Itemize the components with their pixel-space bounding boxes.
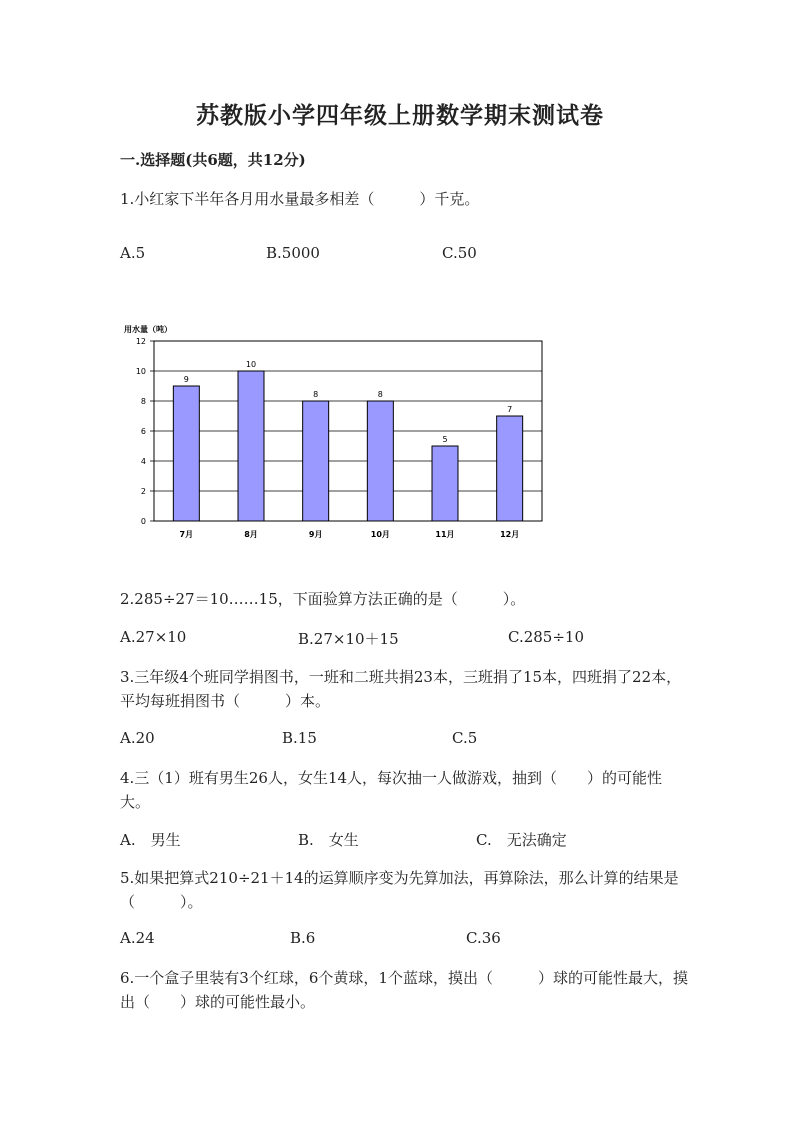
- y-tick-label: 0: [140, 517, 146, 526]
- chart-ylabel: 用水量（吨）: [124, 325, 172, 334]
- question-2-option-c[interactable]: C.285÷10: [508, 628, 584, 646]
- y-tick-label: 4: [140, 457, 146, 466]
- bar: [367, 401, 393, 521]
- bar: [497, 416, 523, 521]
- y-tick-label: 6: [140, 427, 146, 436]
- question-2-option-b[interactable]: B.27×10＋15: [298, 630, 399, 648]
- question-6: 6.一个盒子里装有3个红球，6个黄球，1个蓝球，摸出（ ）球的可能性最大，摸出（ ）球的可能性最小。: [120, 969, 688, 1011]
- question-4: 4.三（1）班有男生26人，女生14人，每次抽一人做游戏，抽到（ ）的可能性大。: [120, 769, 663, 811]
- bar: [303, 401, 329, 521]
- y-tick-label: 8: [140, 397, 146, 406]
- bar: [173, 386, 199, 521]
- data-label: 10: [245, 360, 257, 369]
- page-title: 苏教版小学四年级上册数学期末测试卷: [196, 102, 604, 129]
- x-tick-label: 11月: [435, 530, 455, 539]
- x-tick-label: 12月: [500, 530, 520, 539]
- question-5-option-b[interactable]: B.6: [290, 929, 316, 947]
- y-tick-label: 2: [140, 487, 146, 496]
- question-3-option-c[interactable]: C.5: [452, 729, 478, 747]
- question-3-option-b[interactable]: B.15: [282, 729, 317, 747]
- question-4-option-c[interactable]: C. 无法确定: [476, 831, 567, 849]
- question-1-option-c[interactable]: C.50: [442, 244, 477, 262]
- y-tick-label: 10: [135, 367, 146, 376]
- x-tick-label: 8月: [244, 530, 258, 539]
- question-5-option-a[interactable]: A.24: [120, 929, 155, 947]
- data-label: 8: [377, 390, 383, 399]
- question-1-option-b[interactable]: B.5000: [266, 244, 320, 262]
- data-label: 5: [442, 435, 448, 444]
- question-4-option-b[interactable]: B. 女生: [298, 831, 359, 849]
- question-1-option-a[interactable]: A.5: [120, 244, 146, 262]
- question-1: 1.小红家下半年各月用水量最多相差（ ）千克。: [120, 190, 480, 208]
- water-usage-bar-chart: [110, 318, 560, 550]
- question-3-option-a[interactable]: A.20: [120, 729, 155, 747]
- y-tick-label: 12: [135, 337, 146, 346]
- bar: [238, 371, 264, 521]
- data-label: 7: [507, 405, 513, 414]
- question-2: 2.285÷27＝10……15，下面验算方法正确的是（ ）。: [120, 590, 526, 608]
- bar: [432, 446, 458, 521]
- data-label: 9: [183, 375, 189, 384]
- data-label: 8: [313, 390, 319, 399]
- question-5-option-c[interactable]: C.36: [466, 929, 501, 947]
- question-4-option-a[interactable]: A. 男生: [120, 831, 181, 849]
- x-tick-label: 7月: [179, 530, 194, 539]
- x-tick-label: 9月: [308, 530, 323, 539]
- section-heading: 一.选择题(共6题，共12分): [120, 151, 306, 169]
- x-tick-label: 10月: [370, 530, 390, 539]
- question-2-option-a[interactable]: A.27×10: [120, 628, 187, 646]
- question-5: 5.如果把算式210÷21＋14的运算顺序变为先算加法，再算除法，那么计算的结果是（ ）。: [120, 869, 679, 911]
- question-3: 3.三年级4个班同学捐图书，一班和二班共捐23本，三班捐了15本，四班捐了22本，平均每班捐图书（ ）本。: [120, 668, 682, 710]
